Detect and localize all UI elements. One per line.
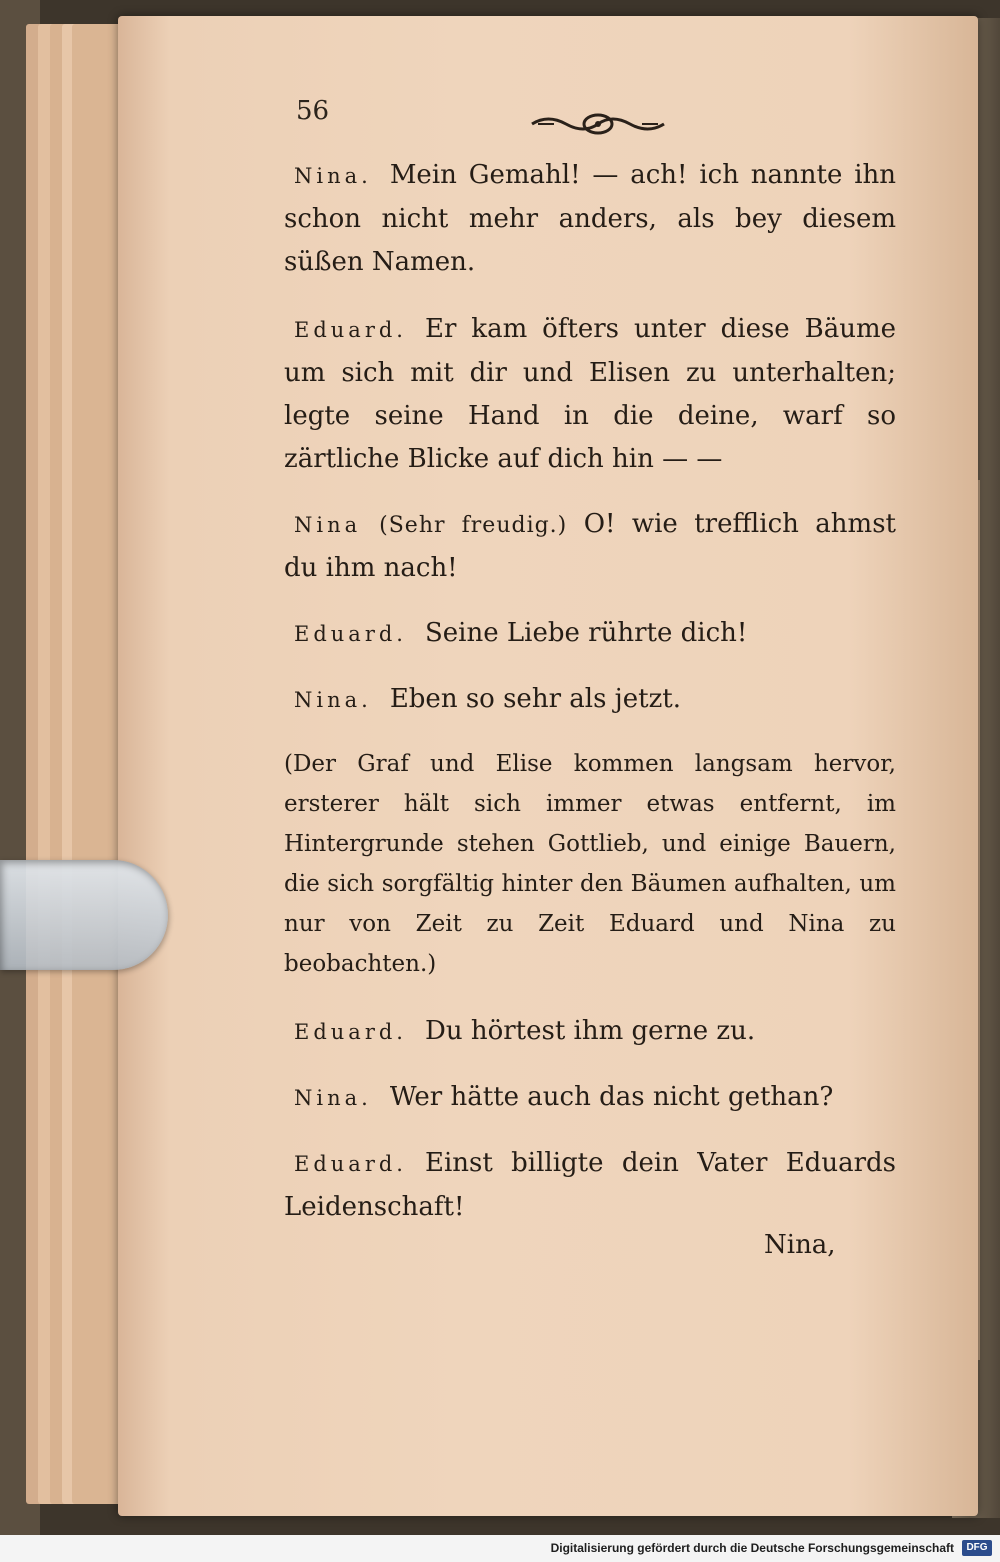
dfg-logo: DFG <box>962 1540 992 1556</box>
digitization-footer <box>0 1535 1000 1562</box>
dialogue-text: Wer hätte auch das nicht gethan? <box>389 1082 834 1112</box>
dialogue-paragraph <box>284 308 896 481</box>
dialogue-paragraph <box>284 1076 896 1120</box>
dialogue-paragraph <box>284 154 896 284</box>
dialogue-text: Seine Liebe rührte dich! <box>424 618 748 648</box>
dialogue-text: Er kam öfters unter diese Bäume um sich mit dir und Elisen zu unterhalten; legte seine Hand in die deine, warf so zärtliche Blicke auf dich hin — — <box>284 314 896 474</box>
stage-note: (Sehr freudig.) <box>379 513 568 538</box>
catchword: Nina, <box>764 1230 836 1260</box>
speaker-name: Eduard. <box>294 318 407 342</box>
dialogue-paragraph <box>284 678 896 722</box>
speaker-name: Eduard. <box>294 1152 407 1176</box>
stage-direction: (Der Graf und Elise kommen langsam hervor, ersterer hält sich immer etwas entfernt, im Hintergrunde stehen Gottlieb, und einige Bauern, die sich sorgfältig hinter den Bäumen aufhalten, um nur von Zeit zu Zeit Eduard und Nina zu beobachten.) <box>284 751 896 977</box>
speaker-name: Eduard. <box>294 622 407 646</box>
dialogue-text: Eben so sehr als jetzt. <box>389 684 681 714</box>
ornament-icon <box>528 108 668 140</box>
dialogue-paragraph <box>284 503 896 590</box>
speaker-name: Nina. <box>294 688 372 712</box>
speaker-name: Nina <box>294 513 362 537</box>
speaker-name: Nina. <box>294 1086 372 1110</box>
footer-credit: Digitalisierung gefördert durch die Deutsche Forschungsgemeinschaft <box>550 1541 954 1555</box>
dialogue-paragraph <box>284 1142 896 1229</box>
speaker-name: Eduard. <box>294 1020 407 1044</box>
page-number: 56 <box>296 96 330 126</box>
dialogue-paragraph <box>284 612 896 656</box>
dialogue-paragraph <box>284 1010 896 1054</box>
dialogue-text: Mein Gemahl! — ach! ich nannte ihn schon nicht mehr anders, als bey diesem süßen Namen. <box>284 160 896 277</box>
dialogue-text: Du hörtest ihm gerne zu. <box>424 1016 756 1046</box>
page-text <box>284 154 896 1251</box>
speaker-name: Nina. <box>294 164 372 188</box>
glass-page-clip <box>0 860 168 970</box>
dialogue-text: O! wie trefflich ahmst du ihm nach! <box>284 509 896 583</box>
dialogue-text: Einst billigte dein Vater Eduards Leidenschaft! <box>284 1148 896 1222</box>
